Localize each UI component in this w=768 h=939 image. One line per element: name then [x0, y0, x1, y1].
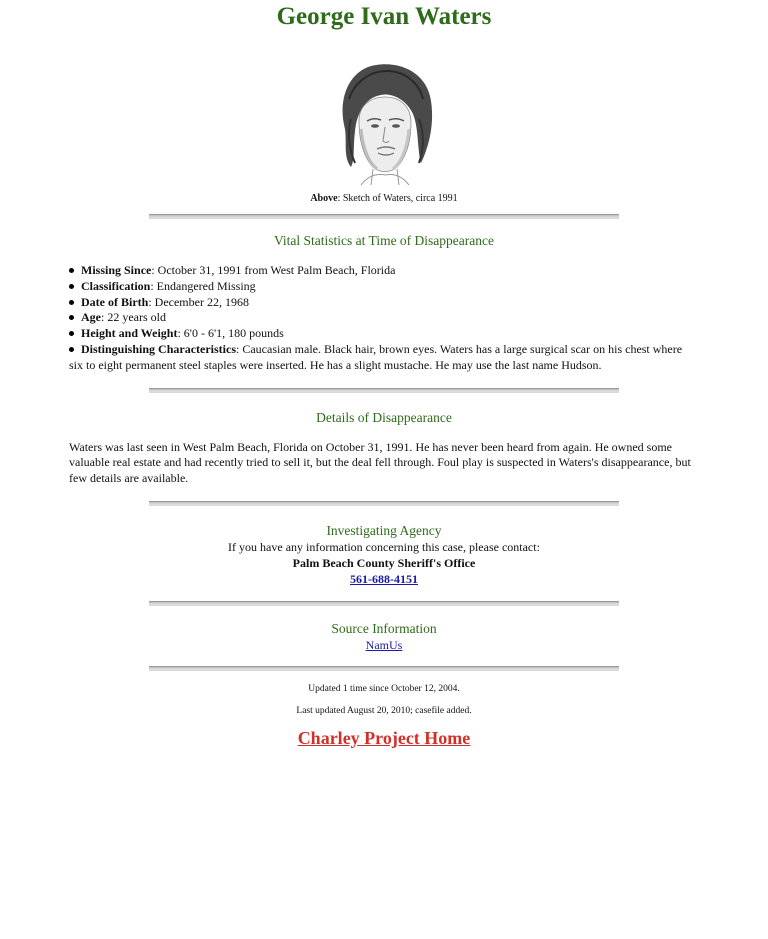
divider — [149, 388, 619, 393]
charley-project-home-link[interactable]: Charley Project Home — [297, 727, 471, 748]
divider — [149, 601, 619, 606]
source-link-row — [0, 637, 768, 653]
source-heading: Source Information — [331, 620, 437, 636]
updated-text: Updated 1 time since October 12, 2004. — [308, 683, 460, 694]
vital-label: Missing Since — [81, 263, 152, 277]
vital-value: : December 22, 1968 — [148, 294, 249, 309]
vital-item-classification — [69, 279, 699, 295]
agency-phone-link[interactable]: 561-688-4151 — [350, 571, 418, 586]
agency-heading: Investigating Agency — [326, 522, 442, 538]
vital-heading: Vital Statistics at Time of Disappearance — [273, 233, 495, 248]
bullet-icon — [69, 284, 74, 289]
agency-intro: If you have any information concerning this case, please contact: — [228, 539, 540, 554]
vital-statistics — [69, 263, 699, 374]
bullet-icon — [69, 300, 74, 305]
photo-container — [0, 59, 768, 185]
bullet-icon — [69, 268, 74, 273]
vital-value: : 22 years old — [101, 310, 166, 325]
bullet-icon — [69, 347, 74, 352]
photo-caption — [0, 193, 768, 204]
vital-value: : October 31, 1991 from West Palm Beach, Florida — [151, 263, 396, 277]
vital-value: : Endangered Missing — [150, 278, 256, 293]
caption-label: Above — [310, 193, 338, 204]
home-link-row — [0, 728, 768, 749]
last-updated-text: Last updated August 20, 2010; casefile added. — [296, 705, 472, 716]
source-link-namus[interactable]: NamUs — [365, 637, 403, 652]
agency-name: Palm Beach County Sheriff's Office — [292, 555, 476, 570]
divider — [149, 214, 619, 219]
divider — [149, 501, 619, 506]
vital-value: : Caucasian male. Black hair, brown eyes. Waters has a large surgical scar on his chest where six to eight permanent steel staples were inserted. He has a slight mustache. He may use the last name Hudson. — [69, 341, 683, 372]
details-text: Waters was last seen in West Palm Beach, Florida on October 31, 1991. He has never been heard from again. He owned some valuable real estate and had recently tried to sell it, but the deal fell through. Foul play is suspected in Waters's disappearance, but few details are available. — [69, 439, 691, 486]
vital-label: Age — [81, 310, 101, 325]
sketch-image — [331, 59, 437, 185]
bullet-icon — [69, 331, 74, 336]
vital-item-missing-since — [69, 263, 699, 279]
vital-item-height-weight — [69, 326, 699, 342]
bullet-icon — [69, 315, 74, 320]
vital-label: Height and Weight — [81, 326, 178, 341]
vital-label: Classification — [81, 278, 151, 293]
caption-text: : Sketch of Waters, circa 1991 — [337, 193, 458, 204]
vital-list — [69, 263, 699, 374]
vital-value: : 6'0 - 6'1, 180 pounds — [177, 326, 284, 341]
divider — [149, 666, 619, 671]
vital-item-date-of-birth — [69, 295, 699, 311]
vital-item-distinguishing — [69, 342, 699, 374]
page-title: George Ivan Waters — [276, 3, 492, 30]
vital-item-age — [69, 310, 699, 326]
vital-label: Date of Birth — [81, 294, 149, 309]
vital-label: Distinguishing Characteristics — [81, 341, 237, 356]
agency-phone-row — [0, 571, 768, 587]
details-heading: Details of Disappearance — [316, 409, 452, 425]
